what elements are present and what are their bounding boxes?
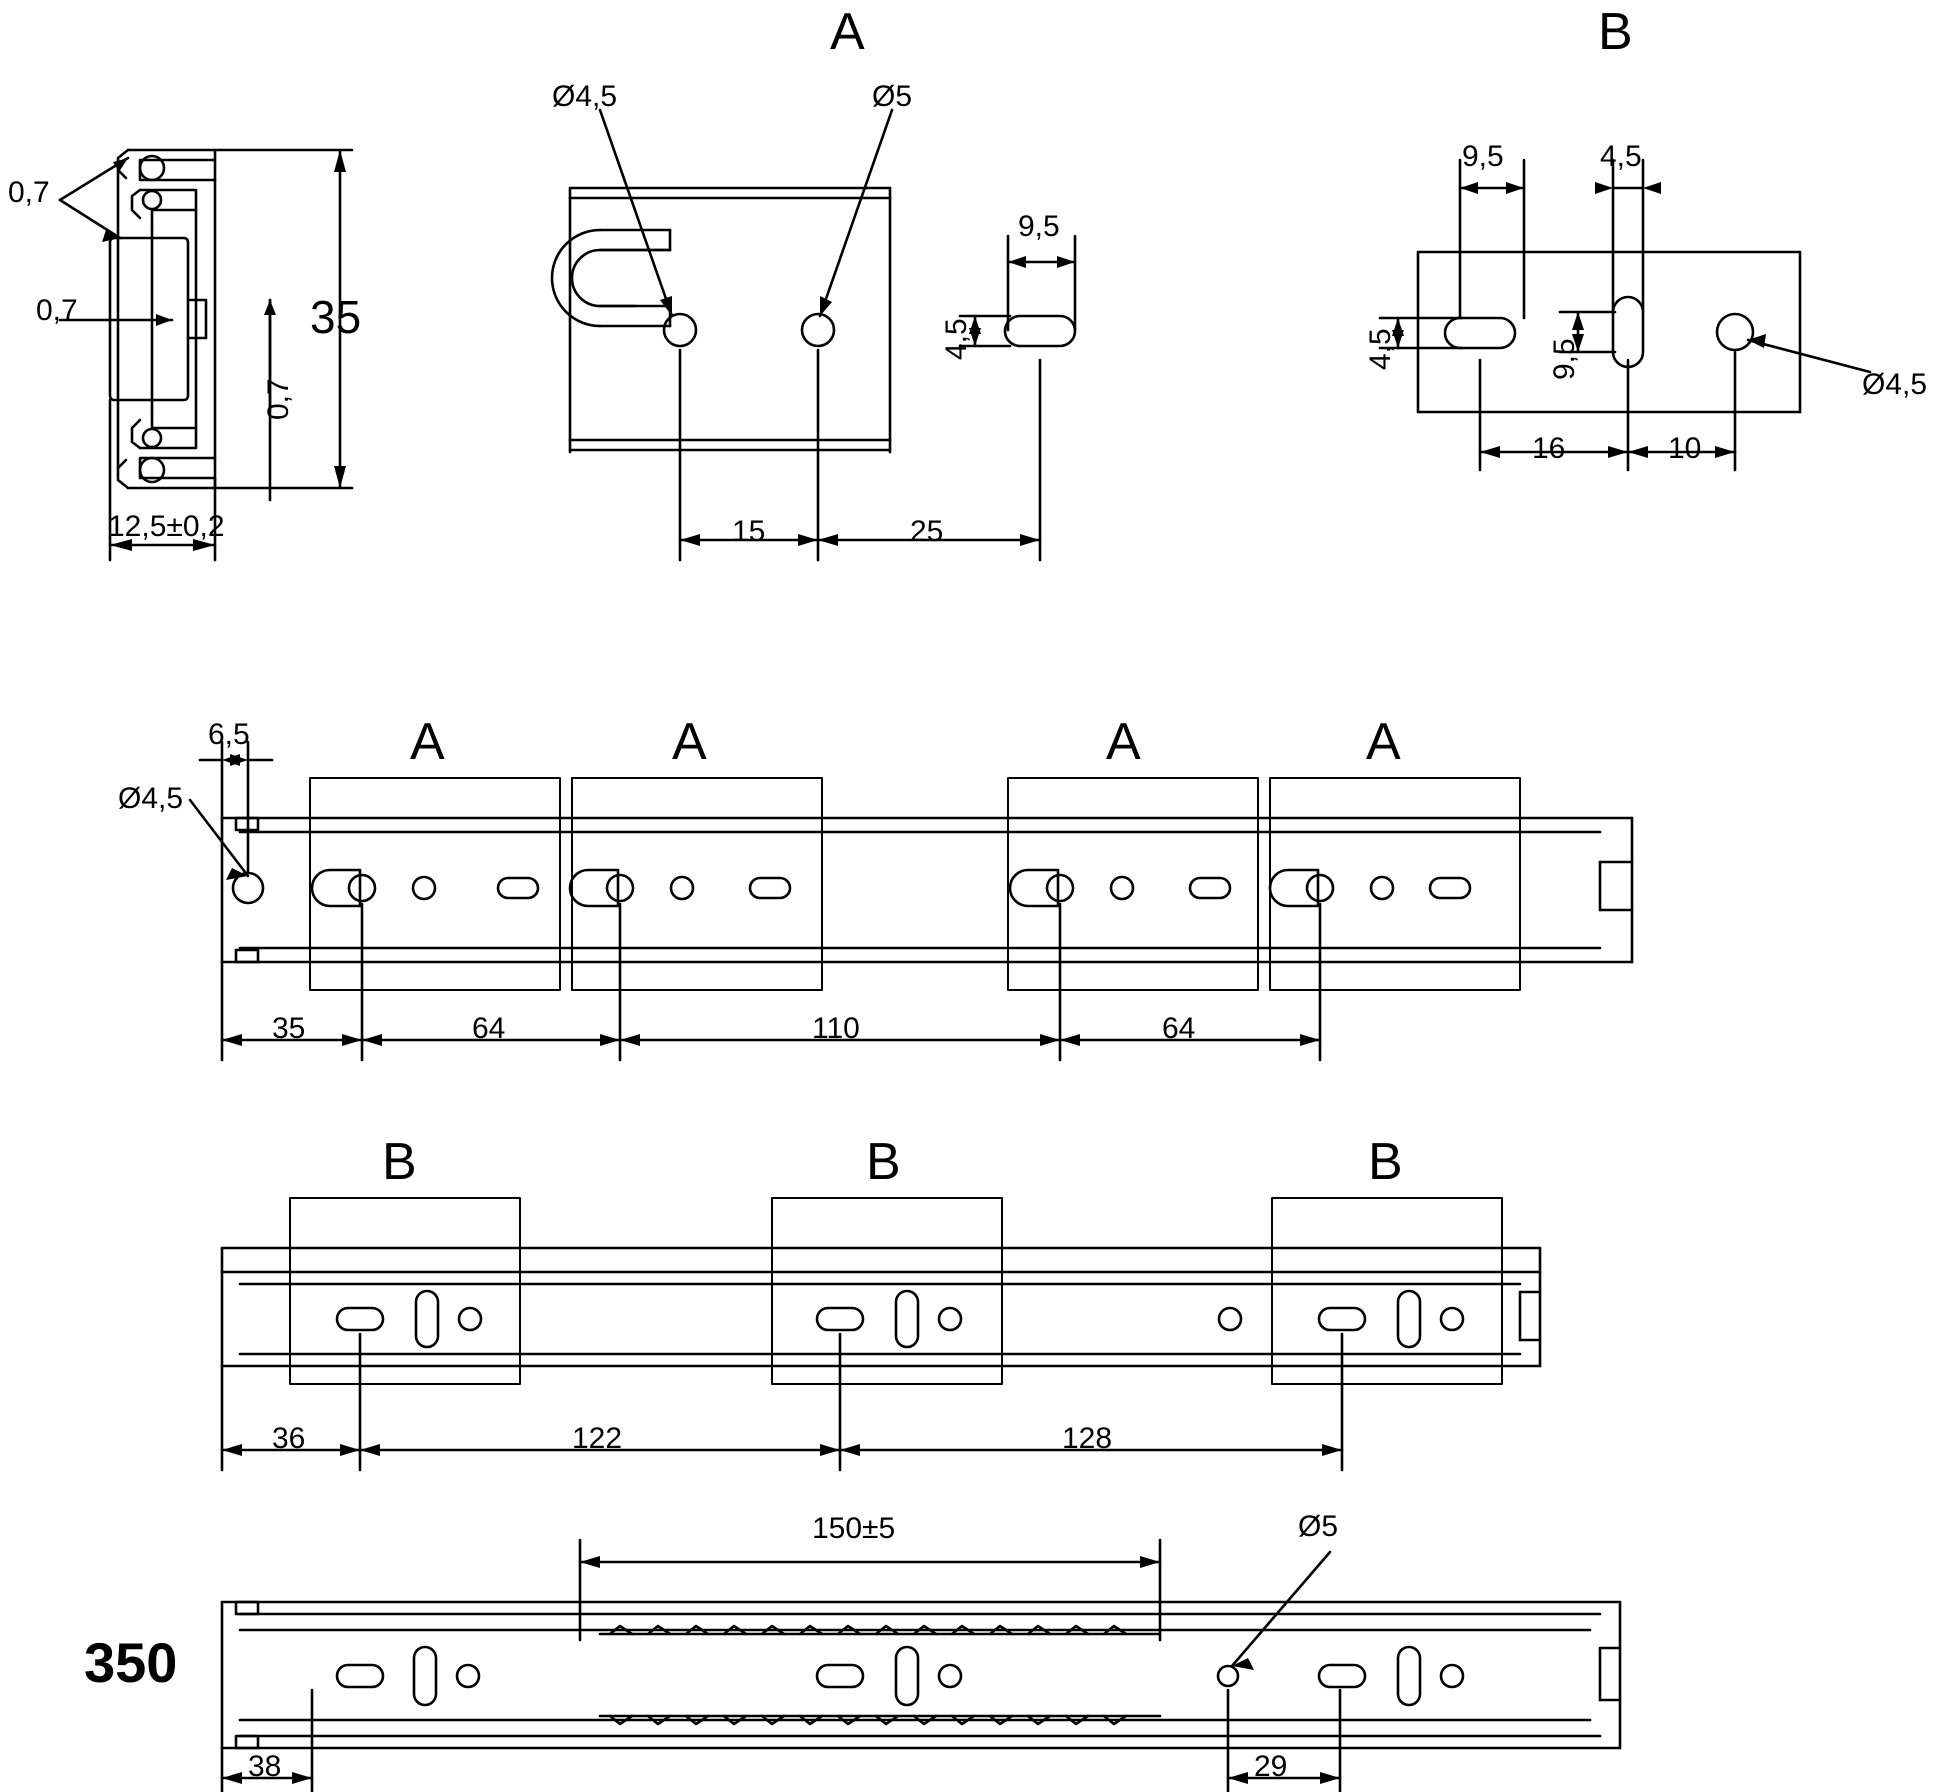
detail-b-dims	[1380, 160, 1735, 470]
dim-10-b: 10	[1668, 432, 1702, 465]
marker-a-3: A	[1106, 713, 1141, 771]
dim-slot-95-b: 9,5	[1462, 140, 1504, 173]
detail-a-geometry	[552, 188, 1075, 452]
dim-outer-35: 35	[272, 1012, 306, 1045]
marker-b-1: B	[382, 1133, 417, 1191]
dim-slot-height-45-b: 4,5	[1364, 328, 1397, 370]
marker-b-2: B	[866, 1133, 901, 1191]
marker-a-1: A	[410, 713, 445, 771]
detail-a-leaders	[600, 110, 892, 316]
dim-assembly-29: 29	[1254, 1750, 1288, 1783]
dim-65-edge: 6,5	[208, 718, 250, 751]
marker-a-4: A	[1366, 713, 1401, 771]
assembly-dims	[222, 1540, 1340, 1792]
dim-thickness-mid: 0,7	[36, 294, 78, 327]
detail-a-dims	[680, 236, 1075, 560]
dim-slot-height-95-b: 9,5	[1548, 338, 1581, 380]
dim-mid-128: 128	[1062, 1422, 1113, 1455]
outer-member-geometry	[222, 778, 1632, 990]
detail-b-title: B	[1598, 3, 1633, 61]
marker-b-3: B	[1368, 1133, 1403, 1191]
dim-assembly-38: 38	[248, 1750, 282, 1783]
dim-spacing-25-a: 25	[910, 515, 944, 548]
dim-height-35-label: 35	[310, 291, 362, 343]
dim-width-125-label: 12,5±0,2	[108, 510, 225, 543]
dim-slot-95-a: 9,5	[1018, 210, 1060, 243]
marker-a-2: A	[672, 713, 707, 771]
assembly-geometry	[222, 1602, 1620, 1748]
dim-hole-5-assembly: Ø5	[1298, 1510, 1339, 1543]
length-label-350: 350	[84, 1631, 178, 1694]
dim-travel-150: 150±5	[812, 1512, 896, 1545]
detail-a-title: A	[830, 3, 865, 61]
dim-spacing-15-a: 15	[732, 515, 766, 548]
dim-thickness-inner: 0,7	[262, 378, 295, 420]
dim-outer-64b: 64	[1162, 1012, 1196, 1045]
dim-outer-110: 110	[812, 1012, 860, 1045]
detail-b-leaders	[1748, 340, 1870, 372]
dim-slot-45-a: 4,5	[940, 318, 973, 360]
dim-hole-5-a: Ø5	[872, 80, 913, 113]
dim-hole-45-a: Ø4,5	[552, 80, 618, 113]
dim-slot-45-b: 4,5	[1600, 140, 1642, 173]
cross-section-leaders	[60, 158, 270, 410]
dim-hole-45-outer: Ø4,5	[118, 782, 184, 815]
detail-b-geometry	[1418, 252, 1800, 412]
outer-member-leaders	[190, 800, 248, 876]
dim-hole-45-b: Ø4,5	[1862, 368, 1928, 401]
dim-16-b: 16	[1532, 432, 1566, 465]
dim-thickness-top: 0,7	[8, 176, 50, 209]
outer-member-dims	[200, 742, 1320, 1060]
dim-mid-36: 36	[272, 1422, 306, 1455]
dim-outer-64a: 64	[472, 1012, 506, 1045]
dim-mid-122: 122	[572, 1422, 623, 1455]
